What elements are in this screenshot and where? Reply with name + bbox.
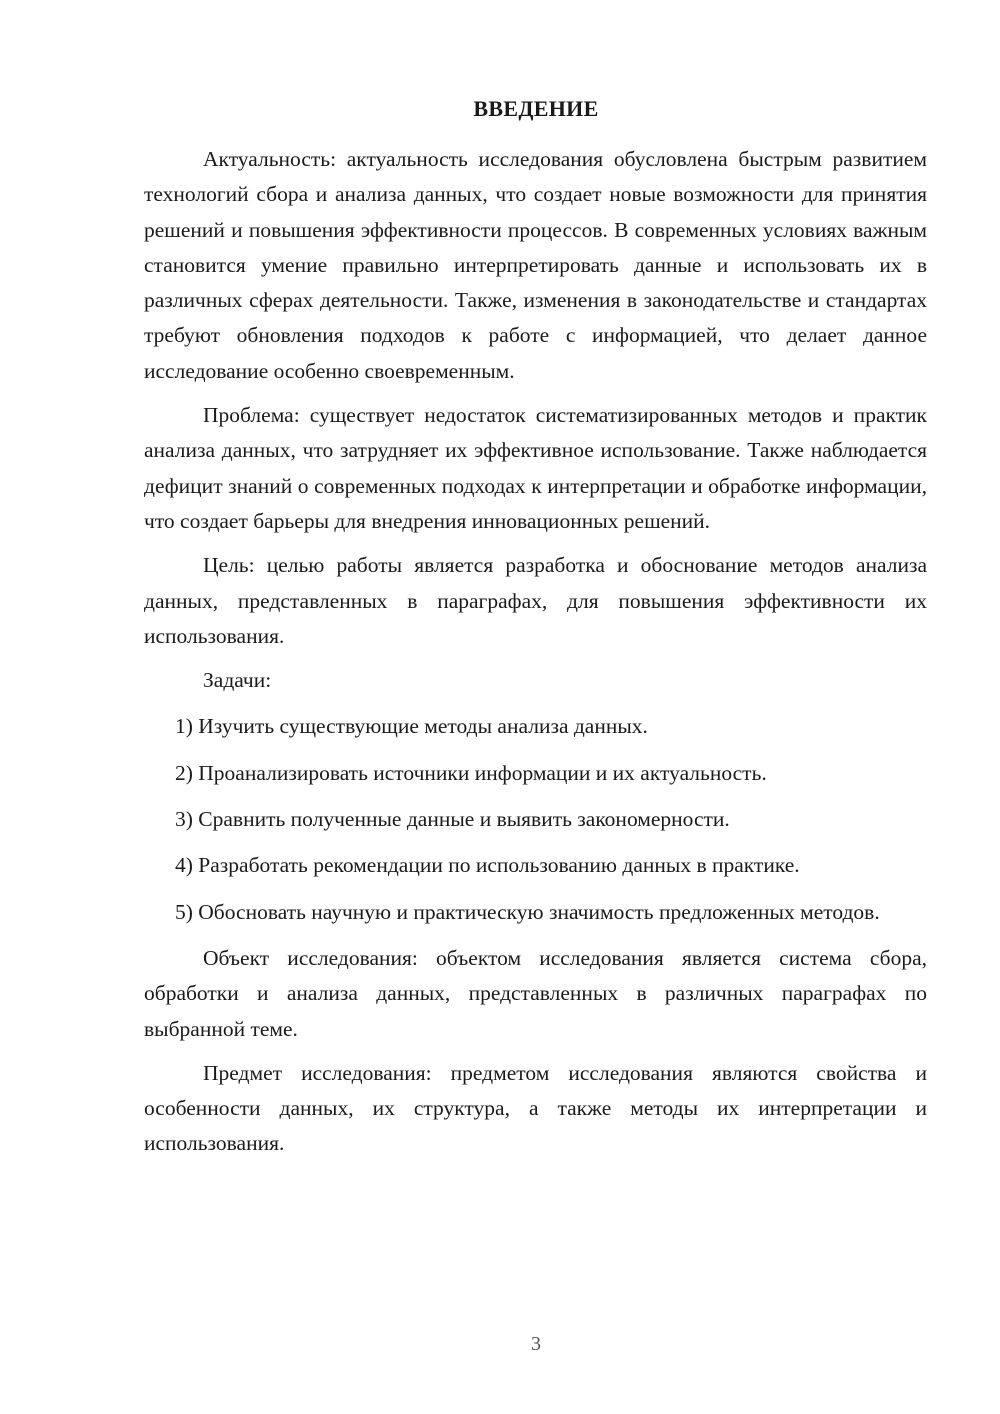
paragraph-relevance: Актуальность: актуальность исследования обусловлена быстрым развитием технологий сбора и анализа данных, что создает новые возможности для принятия решений и повышения эффективности процессов. В современных условиях важным становится умение правильно интерпретировать данные и использовать их в различных сферах деятельности. Также, изменения в законодательстве и стандартах требуют обновления подходов к работе с информацией, что делает данное исследование особенно своевременным. (144, 147, 927, 383)
document-body (144, 142, 927, 1162)
task-item-5: 5) Обосновать научную и практическую значимость предложенных методов. (175, 899, 880, 924)
document-title: ВВЕДЕНИЕ (473, 96, 599, 121)
task-item-4: 4) Разработать рекомендации по использованию данных в практике. (175, 853, 800, 878)
page-number: 3 (531, 1333, 541, 1355)
paragraph-problem: Проблема: существует недостаток систематизированных методов и практик анализа данных, что затрудняет их эффективное использование. Также наблюдается дефицит знаний о современных подходах к интерпретации и обработке информации, что создает барьеры для внедрения инновационных решений. (144, 403, 927, 533)
paragraph-subject: Предмет исследования: предметом исследования являются свойства и особенности данных, их структура, а также методы их интерпретации и использования. (144, 1060, 927, 1156)
task-item-3: 3) Сравнить полученные данные и выявить закономерности. (175, 807, 730, 832)
task-item-2: 2) Проанализировать источники информации и их актуальность. (175, 760, 767, 785)
tasks-heading: Задачи: (203, 668, 272, 693)
task-item-1: 1) Изучить существующие методы анализа данных. (175, 714, 648, 739)
paragraph-goal: Цель: целью работы является разработка и обоснование методов анализа данных, представленных в параграфах, для повышения эффективности их использования. (144, 553, 927, 648)
paragraph-object: Объект исследования: объектом исследования является система сбора, обработки и анализа данных, представленных в различных параграфах по выбранной теме. (144, 945, 927, 1041)
